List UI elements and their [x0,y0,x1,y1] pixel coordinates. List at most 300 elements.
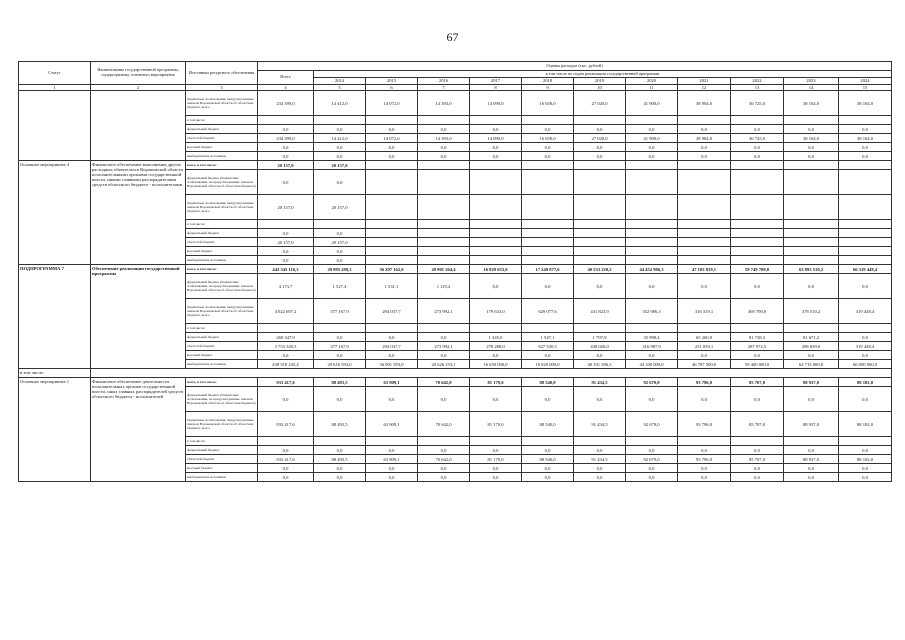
year-value-cell: 0,0 [784,143,839,152]
year-value-cell: 88 493,5 [314,378,366,387]
year-value-cell [522,161,574,170]
column-number: 5 [314,85,366,91]
year-value-cell [626,220,678,229]
year-value-cell: 88 937,0 [784,378,839,387]
year-value-cell [678,256,731,265]
total-value-cell: 0,0 [258,247,314,256]
year-value-cell [314,220,366,229]
year-value-cell: 92 679,0 [626,378,678,387]
year-value-cell [366,238,418,247]
year-value-cell [839,229,892,238]
year-value-cell: 0,0 [418,143,470,152]
year-value-cell: 85 707,0 [731,378,784,387]
year-value-cell [784,220,839,229]
year-value-cell: 0,0 [522,446,574,455]
year-value-cell: 14 090,0 [470,91,522,116]
funding-source-label: в том числе: [186,324,258,333]
year-value-cell [418,220,470,229]
total-value-cell: 20 157,0 [258,161,314,170]
year-value-cell: 0,0 [678,446,731,455]
year-value-cell: 0,0 [574,152,626,161]
year-value-cell: 38 904,0 [678,134,731,143]
funding-source-label: бюджетные ассигнования, предусмотренные законом Воронежской области об областном бюджете, всего [186,412,258,437]
total-value-cell: 0,0 [258,473,314,482]
year-value-cell: 0,0 [418,333,470,342]
year-value-cell: 352 986,3 [626,299,678,324]
year-value-cell [626,238,678,247]
year-value-cell: 36 297 162,0 [366,265,418,274]
year-value-cell: 0,0 [839,473,892,482]
year-value-cell: 0,0 [784,473,839,482]
year-value-cell [626,229,678,238]
year-value-cell: 0,0 [522,143,574,152]
total-value-cell: 234 399,0 [258,91,314,116]
year-value-cell [418,324,470,333]
year-value-cell: 0,0 [574,143,626,152]
year-value-cell [678,437,731,446]
year-value-cell: 14 072,0 [366,134,418,143]
total-value-cell: 4 173,7 [258,274,314,299]
year-value-cell: 377 167,9 [314,342,366,351]
year-value-cell [839,161,892,170]
year-value-cell: 0,0 [731,125,784,134]
year-value-cell: 0,0 [314,170,366,195]
year-value-cell: 20 901 264,4 [418,265,470,274]
year-value-cell: 81 179,0 [470,378,522,387]
column-number: 1 [19,85,91,91]
total-value-cell: 0,0 [258,387,314,412]
year-value-cell: 0,0 [626,274,678,299]
total-value-cell: 0,0 [258,229,314,238]
year-value-cell: 0,0 [418,446,470,455]
year-value-cell: 0,0 [839,125,892,134]
year-value-cell [678,116,731,125]
table-row [19,378,892,387]
year-value-cell [314,324,366,333]
year-value-cell: 14 393,0 [418,134,470,143]
header-year: 2017 [470,78,522,85]
year-value-cell: 0,0 [418,152,470,161]
year-value-cell [522,256,574,265]
year-value-cell [470,220,522,229]
year-value-cell [731,195,784,220]
year-value-cell: 0,0 [314,387,366,412]
year-value-cell: 278 288,0 [470,342,522,351]
year-value-cell: 91 434,5 [574,455,626,464]
year-value-cell: 92 679,0 [626,412,678,437]
year-value-cell: 0,0 [678,274,731,299]
year-value-cell [731,229,784,238]
year-value-cell [470,195,522,220]
year-value-cell: 0,0 [470,125,522,134]
year-value-cell: 20 157,0 [314,238,366,247]
year-value-cell: 93 796,0 [678,412,731,437]
year-value-cell [731,161,784,170]
year-value-cell: 70 642,0 [418,455,470,464]
year-value-cell: 20 157,0 [314,161,366,170]
year-value-cell: 0,0 [626,143,678,152]
year-value-cell: 0,0 [314,464,366,473]
row-program-name: Финансовое обеспечение деятельности исполнительных органов государственной власти, иных главных распорядителей средств областного бюджета - исполнителей [91,378,186,482]
year-value-cell: 0,0 [731,152,784,161]
year-value-cell: 0,0 [678,125,731,134]
year-value-cell: 14 072,0 [366,91,418,116]
funding-source-label: внебюджетные источники [186,473,258,482]
year-value-cell [574,437,626,446]
year-value-cell [418,229,470,238]
year-value-cell: 0,0 [522,274,574,299]
year-value-cell [418,195,470,220]
funding-source-label: в том числе: [186,437,258,446]
funding-source-label: областной бюджет [186,238,258,247]
page-number: 67 [446,30,459,44]
year-value-cell: 0,0 [522,387,574,412]
year-value-cell: 0,0 [731,446,784,455]
year-value-cell: 0,0 [574,125,626,134]
year-value-cell: 0,0 [366,387,418,412]
year-value-cell: 16 650 000,0 [470,360,522,369]
year-value-cell: 88 493,5 [314,455,366,464]
year-value-cell: 369 700,0 [731,299,784,324]
year-value-cell: 0,0 [731,473,784,482]
header-year: 2019 [574,78,626,85]
year-value-cell [626,256,678,265]
year-value-cell [522,238,574,247]
year-value-cell: 81 179,0 [470,412,522,437]
column-number: 8 [470,85,522,91]
funding-source-label: в том числе: [186,220,258,229]
header-estimate: Оценка расходов (тыс. рублей) [258,62,892,71]
year-value-cell: 91 434,5 [574,412,626,437]
year-value-cell [574,238,626,247]
funding-source-label: внебюджетные источники [186,152,258,161]
year-value-cell: 14 393,0 [418,91,470,116]
year-value-cell [626,247,678,256]
table-row [19,161,892,170]
year-value-cell: 14 412,0 [314,91,366,116]
year-value-cell [784,229,839,238]
total-value-cell [258,116,314,125]
year-value-cell [574,195,626,220]
year-value-cell: 88 540,0 [522,455,574,464]
year-value-cell [839,324,892,333]
year-value-cell [626,324,678,333]
year-value-cell: 0,0 [626,351,678,360]
year-value-cell [678,161,731,170]
year-value-cell: 66 000 000,0 [839,360,892,369]
year-value-cell: 38 164,0 [784,134,839,143]
year-value-cell: 0,0 [839,143,892,152]
total-value-cell: 269 347,9 [258,333,314,342]
year-value-cell [522,229,574,238]
year-value-cell: 0,0 [678,473,731,482]
year-value-cell [418,161,470,170]
year-value-cell: 29 995 289,3 [314,265,366,274]
year-value-cell: 40 101 396,3 [574,360,626,369]
year-value-cell [626,195,678,220]
year-value-cell: 0,0 [366,152,418,161]
year-value-cell [678,229,731,238]
header-year: 2021 [678,78,731,85]
column-number: 13 [731,85,784,91]
year-value-cell: 81 179,0 [470,455,522,464]
funding-source-label: местный бюджет [186,351,258,360]
year-value-cell: 0,0 [839,152,892,161]
year-value-cell: 16 658,0 [522,134,574,143]
year-value-cell: 47 103 819,1 [678,265,731,274]
separator-cell [91,369,892,378]
funding-source-label: местный бюджет [186,247,258,256]
year-value-cell [366,220,418,229]
year-value-cell: 16 829 633,0 [470,265,522,274]
year-value-cell: 0,0 [470,387,522,412]
year-value-cell: 16 620 000,0 [522,360,574,369]
year-value-cell [839,195,892,220]
table-row [19,91,892,116]
year-value-cell: 629 077,6 [522,299,574,324]
year-value-cell: 0,0 [314,125,366,134]
year-value-cell [839,220,892,229]
year-value-cell: 0,0 [626,125,678,134]
year-value-cell: 0,0 [470,464,522,473]
funding-source-label: в том числе: [186,116,258,125]
funding-source-label: областной бюджет [186,342,258,351]
year-value-cell [366,170,418,195]
year-value-cell: 0,0 [731,464,784,473]
column-number: 15 [839,85,892,91]
year-value-cell [522,170,574,195]
total-value-cell [258,220,314,229]
funding-source-label: федеральный бюджет [186,125,258,134]
year-value-cell: 0,0 [418,125,470,134]
year-value-cell: 0,0 [418,351,470,360]
year-value-cell: 88 937,0 [784,412,839,437]
total-value-cell [258,324,314,333]
total-value-cell: 0,0 [258,152,314,161]
funding-source-label: федеральный бюджет (бюджетные ассигнования, не предусмотренные законом Воронежской области об областном бюджете) [186,274,258,299]
year-value-cell [574,247,626,256]
year-value-cell: 319 448,4 [839,342,892,351]
year-value-cell: 41 900,0 [626,134,678,143]
year-value-cell [784,195,839,220]
year-value-cell: 88 540,0 [522,378,574,387]
year-value-cell: 0,0 [314,473,366,482]
budget-table [18,61,892,482]
total-value-cell: 0,0 [258,125,314,134]
year-value-cell: 0,0 [574,464,626,473]
funding-source-label: областной бюджет [186,134,258,143]
year-value-cell [678,170,731,195]
header-year: 2014 [314,78,366,85]
year-value-cell [784,324,839,333]
year-value-cell: 0,0 [366,125,418,134]
column-number: 3 [186,85,258,91]
year-value-cell: 65 260,0 [678,333,731,342]
funding-source-label: бюджетные ассигнования, предусмотренные законом Воронежской области об областном бюджете, всего [186,195,258,220]
year-value-cell: 29 616 593,0 [314,360,366,369]
column-number: 14 [784,85,839,91]
year-value-cell [626,437,678,446]
year-value-cell: 296 839,0 [784,342,839,351]
year-value-cell: 38 164,0 [839,134,892,143]
year-value-cell [470,116,522,125]
year-value-cell [784,247,839,256]
year-value-cell [839,437,892,446]
funding-source-label: федеральный бюджет [186,229,258,238]
year-value-cell: 36 725,0 [731,134,784,143]
year-value-cell: 1 797,9 [574,333,626,342]
year-value-cell: 0,0 [839,274,892,299]
column-number: 6 [366,85,418,91]
year-value-cell [470,161,522,170]
year-value-cell: 27 020,0 [574,91,626,116]
year-value-cell: 81 728,3 [731,333,784,342]
row-status: Основное мероприятие 1 [19,378,91,482]
header-year: 2022 [731,78,784,85]
year-value-cell [574,170,626,195]
year-value-cell: 0,0 [314,247,366,256]
year-value-cell [731,437,784,446]
header-year: 2015 [366,78,418,85]
year-value-cell: 88 102,0 [839,378,892,387]
year-value-cell: 0,0 [839,446,892,455]
year-value-cell: 0,0 [626,464,678,473]
total-value-cell: 933 417,6 [258,455,314,464]
year-value-cell [470,229,522,238]
header-year: 2024 [839,78,892,85]
year-value-cell [418,170,470,195]
funding-source-label: федеральный бюджет (бюджетные ассигнования, не предусмотренные законом Воронежской области об областном бюджете) [186,170,258,195]
year-value-cell: 88 540,0 [522,412,574,437]
year-value-cell: 0,0 [470,143,522,152]
year-value-cell: 0,0 [314,446,366,455]
header-total: Всего [258,71,314,85]
year-value-cell: 16 658,0 [522,91,574,116]
year-value-cell [731,238,784,247]
total-value-cell: 0,0 [258,143,314,152]
year-value-cell: 627 530,5 [522,342,574,351]
year-value-cell: 0,0 [522,351,574,360]
year-value-cell: 378 510,2 [784,299,839,324]
row-program-name [91,91,186,161]
total-value-cell: 438 518 245,4 [258,360,314,369]
year-value-cell [678,220,731,229]
year-value-cell [678,195,731,220]
year-value-cell [366,256,418,265]
column-number: 4 [258,85,314,91]
year-value-cell [731,247,784,256]
year-value-cell: 0,0 [731,143,784,152]
year-value-cell: 59 400 000,0 [731,360,784,369]
year-value-cell [839,247,892,256]
year-value-cell: 0,0 [366,446,418,455]
year-value-cell: 0,0 [784,464,839,473]
year-value-cell: 0,0 [574,351,626,360]
year-value-cell: 0,0 [522,125,574,134]
funding-source-label: федеральный бюджет [186,333,258,342]
year-value-cell: 273 992,1 [418,342,470,351]
funding-source-label: внебюджетные источники [186,360,258,369]
row-status [19,91,91,161]
total-value-cell: 234 399,0 [258,134,314,143]
row-program-name: Финансовое обеспечение выполнения других расходных обязательств Воронежской области исполнительными органами государственной власти, иными главными распорядителями средств областного бюджета - исполнителями [91,161,186,265]
year-value-cell: 1 345,0 [470,333,522,342]
year-value-cell [418,437,470,446]
year-value-cell: 0,0 [470,473,522,482]
row-status: ПОДПРОГРАММА 7 [19,265,91,369]
year-value-cell: 17 249 077,6 [522,265,574,274]
year-value-cell: 0,0 [731,274,784,299]
year-value-cell: 377 167,9 [314,299,366,324]
year-value-cell: 40 533 220,2 [574,265,626,274]
year-value-cell: 319 448,4 [839,299,892,324]
year-value-cell: 36 001 593,0 [366,360,418,369]
year-value-cell [522,116,574,125]
year-value-cell [574,116,626,125]
year-value-cell [574,256,626,265]
year-value-cell: 294 037,7 [366,342,418,351]
year-value-cell [731,220,784,229]
year-value-cell: 38 164,0 [839,91,892,116]
year-value-cell: 0,0 [784,351,839,360]
year-value-cell: 273 992,1 [418,299,470,324]
year-value-cell [626,170,678,195]
funding-source-label: бюджетные ассигнования, предусмотренные законом Воронежской области об областном бюджете, всего [186,91,258,116]
year-value-cell: 0,0 [470,446,522,455]
year-value-cell [470,247,522,256]
year-value-cell: 44 452 986,3 [626,265,678,274]
year-value-cell: 0,0 [366,464,418,473]
table-row [19,265,892,274]
year-value-cell: 0,0 [731,351,784,360]
table-body [19,91,892,482]
column-number: 2 [91,85,186,91]
year-value-cell: 59 749 700,0 [731,265,784,274]
year-value-cell [470,437,522,446]
year-value-cell: 294 037,7 [366,299,418,324]
year-value-cell: 14 090,0 [470,134,522,143]
year-value-cell [418,256,470,265]
year-value-cell: 430 026,0 [574,342,626,351]
year-value-cell [522,324,574,333]
year-value-cell: 0,0 [366,351,418,360]
funding-source-label: бюджетные ассигнования, предусмотренные законом Воронежской области об областном бюджете, всего [186,299,258,324]
year-value-cell [574,229,626,238]
year-value-cell: 88 937,0 [784,455,839,464]
year-value-cell: 0,0 [314,256,366,265]
year-value-cell: 85 707,0 [731,455,784,464]
year-value-cell [366,229,418,238]
year-value-cell [678,247,731,256]
column-number: 12 [678,85,731,91]
table-row [19,369,892,378]
header-status: Статус [19,62,91,85]
funding-source-label: местный бюджет [186,464,258,473]
year-value-cell: 0,0 [574,446,626,455]
year-value-cell: 0,0 [314,333,366,342]
column-number: 11 [626,85,678,91]
year-value-cell [626,116,678,125]
year-value-cell: 287 972,5 [731,342,784,351]
year-value-cell [731,324,784,333]
funding-source-label: федеральный бюджет (бюджетные ассигнования, не предусмотренные законом Воронежской области об областном бюджете) [186,387,258,412]
total-value-cell [258,437,314,446]
year-value-cell: 46 787 500,0 [678,360,731,369]
year-value-cell: 0,0 [626,387,678,412]
year-value-cell [314,437,366,446]
year-value-cell: 0,0 [314,351,366,360]
year-value-cell: 0,0 [574,387,626,412]
